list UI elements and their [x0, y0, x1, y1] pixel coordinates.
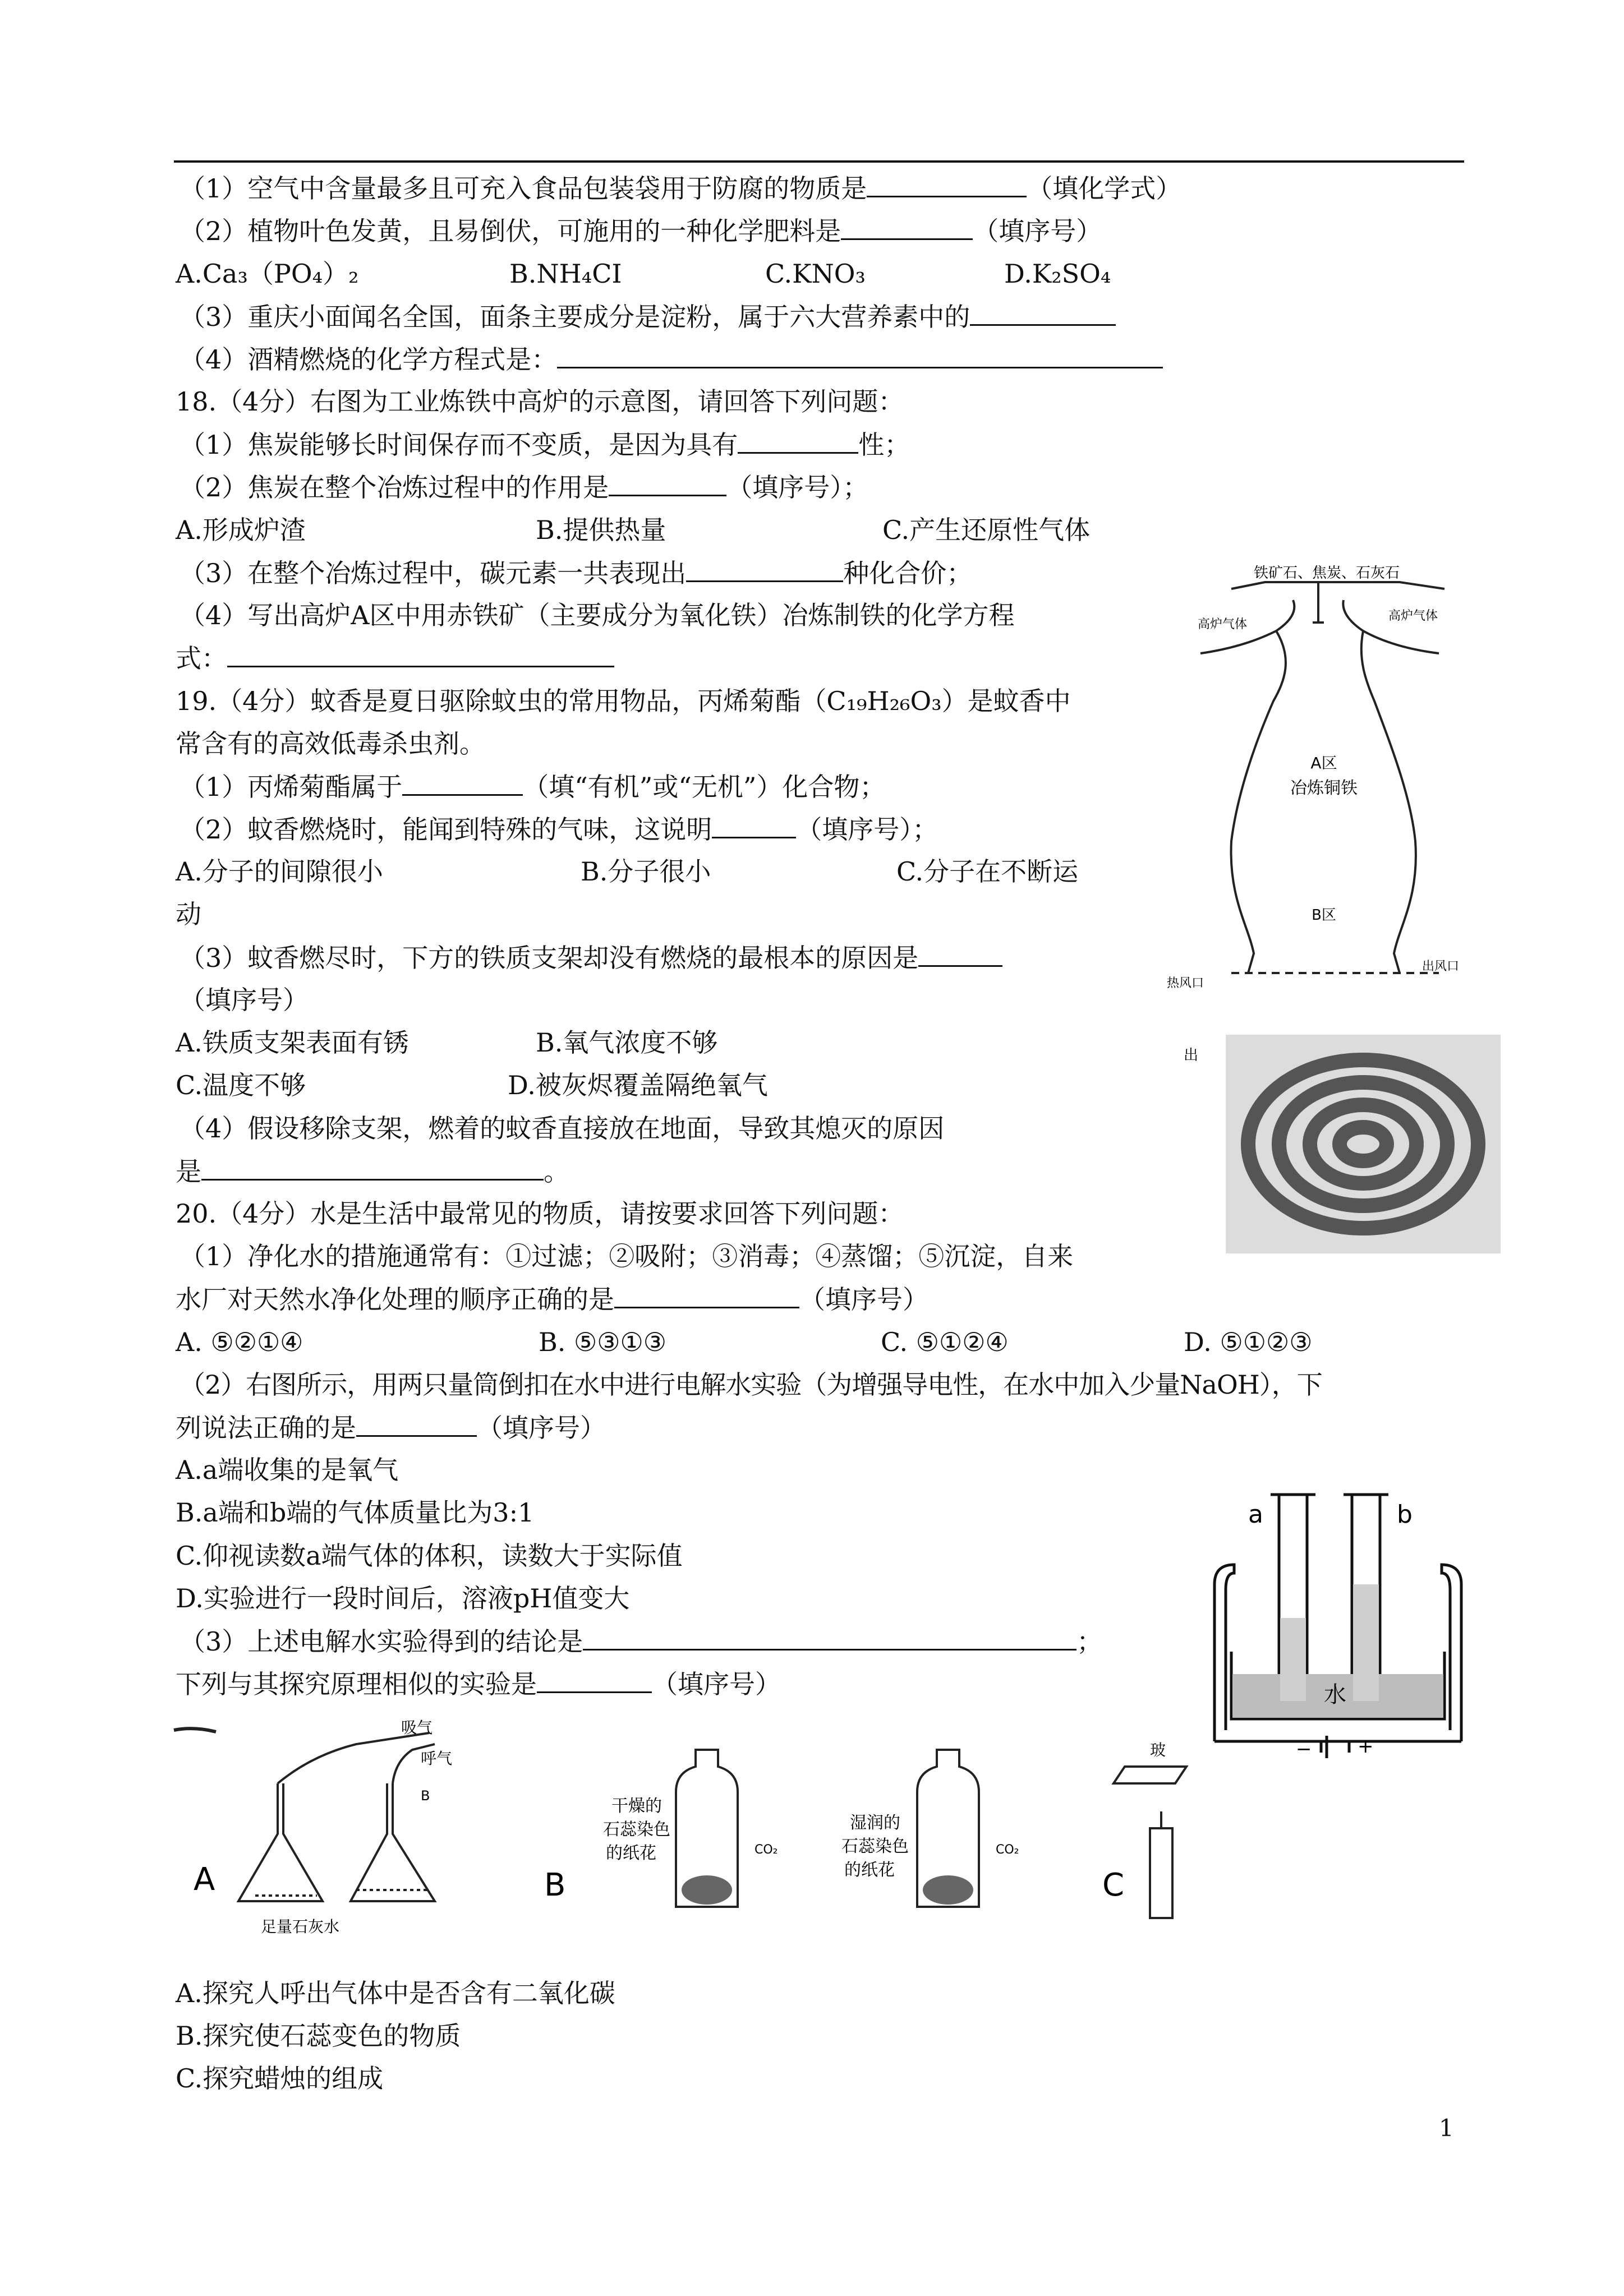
- q19-3-option-d: D.被灰烬覆盖隔绝氧气: [508, 1070, 768, 1100]
- q20-3: （3）上述电解水实验得到的结论是 ；: [180, 1624, 1102, 1658]
- q20-2-option-c: C.仰视读数a端气体的体积，读数大于实际值: [176, 1541, 683, 1571]
- exp-a-b-label: B: [421, 1788, 430, 1804]
- q19-stem-1: 19.（4分）蚊香是夏日驱除蚊虫的常用物品，丙烯菊酯（C₁₉H₂₆O₃）是蚊香中: [176, 686, 1071, 716]
- q18-2-option-b: B.提供热量: [536, 515, 666, 545]
- furnace-right-gas-label: 高炉气体: [1388, 609, 1438, 623]
- q19-2-option-a: A.分子的间隙很小: [176, 856, 383, 887]
- experiments-figure: [171, 1716, 1192, 1957]
- q17-2-option-b: B.NH₄CI: [509, 259, 622, 289]
- q18-2-option-a: A.形成炉渣: [176, 515, 306, 545]
- q20-1-option-c: C. ⑤①②④: [881, 1327, 1009, 1357]
- q17-4: （4）酒精燃烧的化学方程式是：: [180, 342, 1163, 376]
- q18-stem: 18.（4分）右图为工业炼铁中高炉的示意图，请回答下列问题：: [176, 386, 904, 417]
- q17-3: （3）重庆小面闻名全国，面条主要成分是淀粉，属于六大营养素中的: [180, 299, 1116, 334]
- header-rule: [174, 160, 1464, 163]
- furnace-left-inlet-label: 热风口: [1167, 976, 1204, 990]
- furnace-zone-a-desc: 冶炼铜铁: [1290, 778, 1358, 798]
- furnace-left-gas-label: 高炉气体: [1198, 617, 1248, 631]
- q19-3-option-b: B.氧气浓度不够: [536, 1027, 718, 1058]
- electrolysis-label-minus: −: [1296, 1738, 1312, 1760]
- exp-b-co2-right: CO₂: [996, 1843, 1019, 1857]
- q19-3: （3）蚊香燃尽时，下方的铁质支架却没有燃烧的最根本的原因是: [180, 940, 1002, 975]
- furnace-zone-a-label: A区: [1310, 754, 1337, 772]
- mosquito-coil-figure: [1170, 1029, 1506, 1265]
- exp-a-exhale-label: 呼气: [421, 1749, 453, 1768]
- q19-4-answer: 是 。: [176, 1154, 569, 1188]
- coil-label: 出: [1184, 1047, 1199, 1064]
- exp-b-wet-line2: 石蕊染色: [841, 1837, 909, 1856]
- q17-1: （1）空气中含量最多且可充入食品包装袋用于防腐的物质是 （填化学式）: [180, 171, 1181, 205]
- exp-b-wet-line3: 的纸花: [844, 1860, 895, 1880]
- exp-b-co2-left: CO₂: [755, 1843, 778, 1857]
- q18-3: （3）在整个冶炼过程中，碳元素一共表现出 种化合价；: [180, 556, 972, 590]
- electrolysis-label-water: 水: [1324, 1682, 1346, 1708]
- q20-2: （2）右图所示，用两只量筒倒扣在水中进行电解水实验（为增强导电性，在水中加入少量NaOH），下: [180, 1370, 1322, 1400]
- q19-3-option-c: C.温度不够: [176, 1070, 306, 1100]
- exp-b-dry-line3: 的纸花: [606, 1843, 656, 1863]
- electrolysis-label-plus: +: [1358, 1735, 1374, 1758]
- furnace-right-inlet-label: 出风口: [1422, 960, 1460, 974]
- q20-2-answer: 列说法正确的是 （填序号）: [176, 1410, 606, 1445]
- q20-1-option-d: D. ⑤①②③: [1184, 1327, 1313, 1357]
- q20-2-option-d: D.实验进行一段时间后，溶液pH值变大: [176, 1583, 630, 1613]
- q20-2-option-b: B.a端和b端的气体质量比为3:1: [176, 1497, 535, 1528]
- q19-1: （1）丙烯菊酯属于 （填“有机”或“无机”）化合物；: [180, 769, 885, 804]
- exp-b-dry-line1: 干燥的: [611, 1796, 662, 1816]
- q19-2: （2）蚊香燃烧时，能闻到特殊的气味，这说明 （填序号）；: [180, 812, 938, 846]
- q20-1-answer: 水厂对天然水净化处理的顺序正确的是 （填序号）: [176, 1282, 928, 1316]
- q20-3-sub: 下列与其探究原理相似的实验是 （填序号）: [176, 1667, 781, 1701]
- q20-stem: 20.（4分）水是生活中最常见的物质，请按要求回答下列问题：: [176, 1198, 904, 1229]
- electrolysis-figure: [1186, 1472, 1489, 1769]
- exp-b-wet-line1: 湿润的: [850, 1813, 900, 1833]
- furnace-top-label: 铁矿石、焦炭、石灰石: [1253, 565, 1400, 582]
- q18-2: （2）焦炭在整个冶炼过程中的作用是 （填序号）；: [180, 470, 868, 504]
- q18-1: （1）焦炭能够长时间保存而不变质，是因为具有 性；: [180, 427, 910, 462]
- q19-2-option-c: C.分子在不断运: [896, 856, 1079, 887]
- q20-3-option-b: B.探究使石蕊变色的物质: [176, 2021, 461, 2051]
- q19-4: （4）假设移除支架，燃着的蚊香直接放在地面，导致其熄灭的原因: [180, 1113, 945, 1144]
- q19-2-option-b: B.分子很小: [581, 856, 711, 887]
- exp-a-limewater-label: 足量石灰水: [261, 1917, 340, 1936]
- q17-2-option-d: D.K₂SO₄: [1004, 259, 1111, 289]
- exp-c-top-label: 玻: [1150, 1741, 1166, 1759]
- q19-2-option-c-wrap: 动: [176, 899, 201, 929]
- q20-1-option-b: B. ⑤③①③: [539, 1327, 667, 1357]
- exp-c-letter: C: [1102, 1867, 1125, 1903]
- electrolysis-label-a: a: [1248, 1500, 1263, 1529]
- blast-furnace-figure: [1164, 561, 1478, 1021]
- q18-2-option-c: C.产生还原性气体: [882, 515, 1091, 545]
- q17-2-option-c: C.KNO₃: [765, 259, 866, 289]
- q19-3-option-a: A.铁质支架表面有锈: [176, 1027, 409, 1058]
- exp-a-letter: A: [194, 1861, 215, 1898]
- q17-2-option-a: A.Ca₃（PO₄）₂: [176, 259, 359, 289]
- furnace-zone-b-label: B区: [1312, 907, 1336, 924]
- q17-2: （2）植物叶色发黄，且易倒伏，可施用的一种化学肥料是 （填序号）: [180, 214, 1102, 248]
- page-number: 1: [1439, 2114, 1454, 2142]
- q20-3-option-a: A.探究人呼出气体中是否含有二氧化碳: [176, 1978, 615, 2008]
- q20-3-option-c: C.探究蜡烛的组成: [176, 2063, 384, 2094]
- q18-4-answer: 式：: [176, 641, 614, 675]
- q20-2-option-a: A.a端收集的是氧气: [176, 1455, 399, 1485]
- q18-4: （4）写出高炉A区中用赤铁矿（主要成分为氧化铁）冶炼制铁的化学方程: [180, 600, 1015, 630]
- exp-b-letter: B: [544, 1867, 566, 1903]
- q19-3-hint: （填序号）: [180, 985, 309, 1015]
- q19-stem-2: 常含有的高效低毒杀虫剂。: [176, 729, 485, 759]
- exp-a-inhale-label: 吸气: [401, 1718, 433, 1737]
- q20-1-option-a: A. ⑤②①④: [176, 1327, 303, 1357]
- electrolysis-label-b: b: [1397, 1500, 1413, 1529]
- exp-b-dry-line2: 石蕊染色: [603, 1820, 670, 1839]
- q20-1: （1）净化水的措施通常有：①过滤；②吸附；③消毒；④蒸馏；⑤沉淀，自来: [180, 1241, 1074, 1271]
